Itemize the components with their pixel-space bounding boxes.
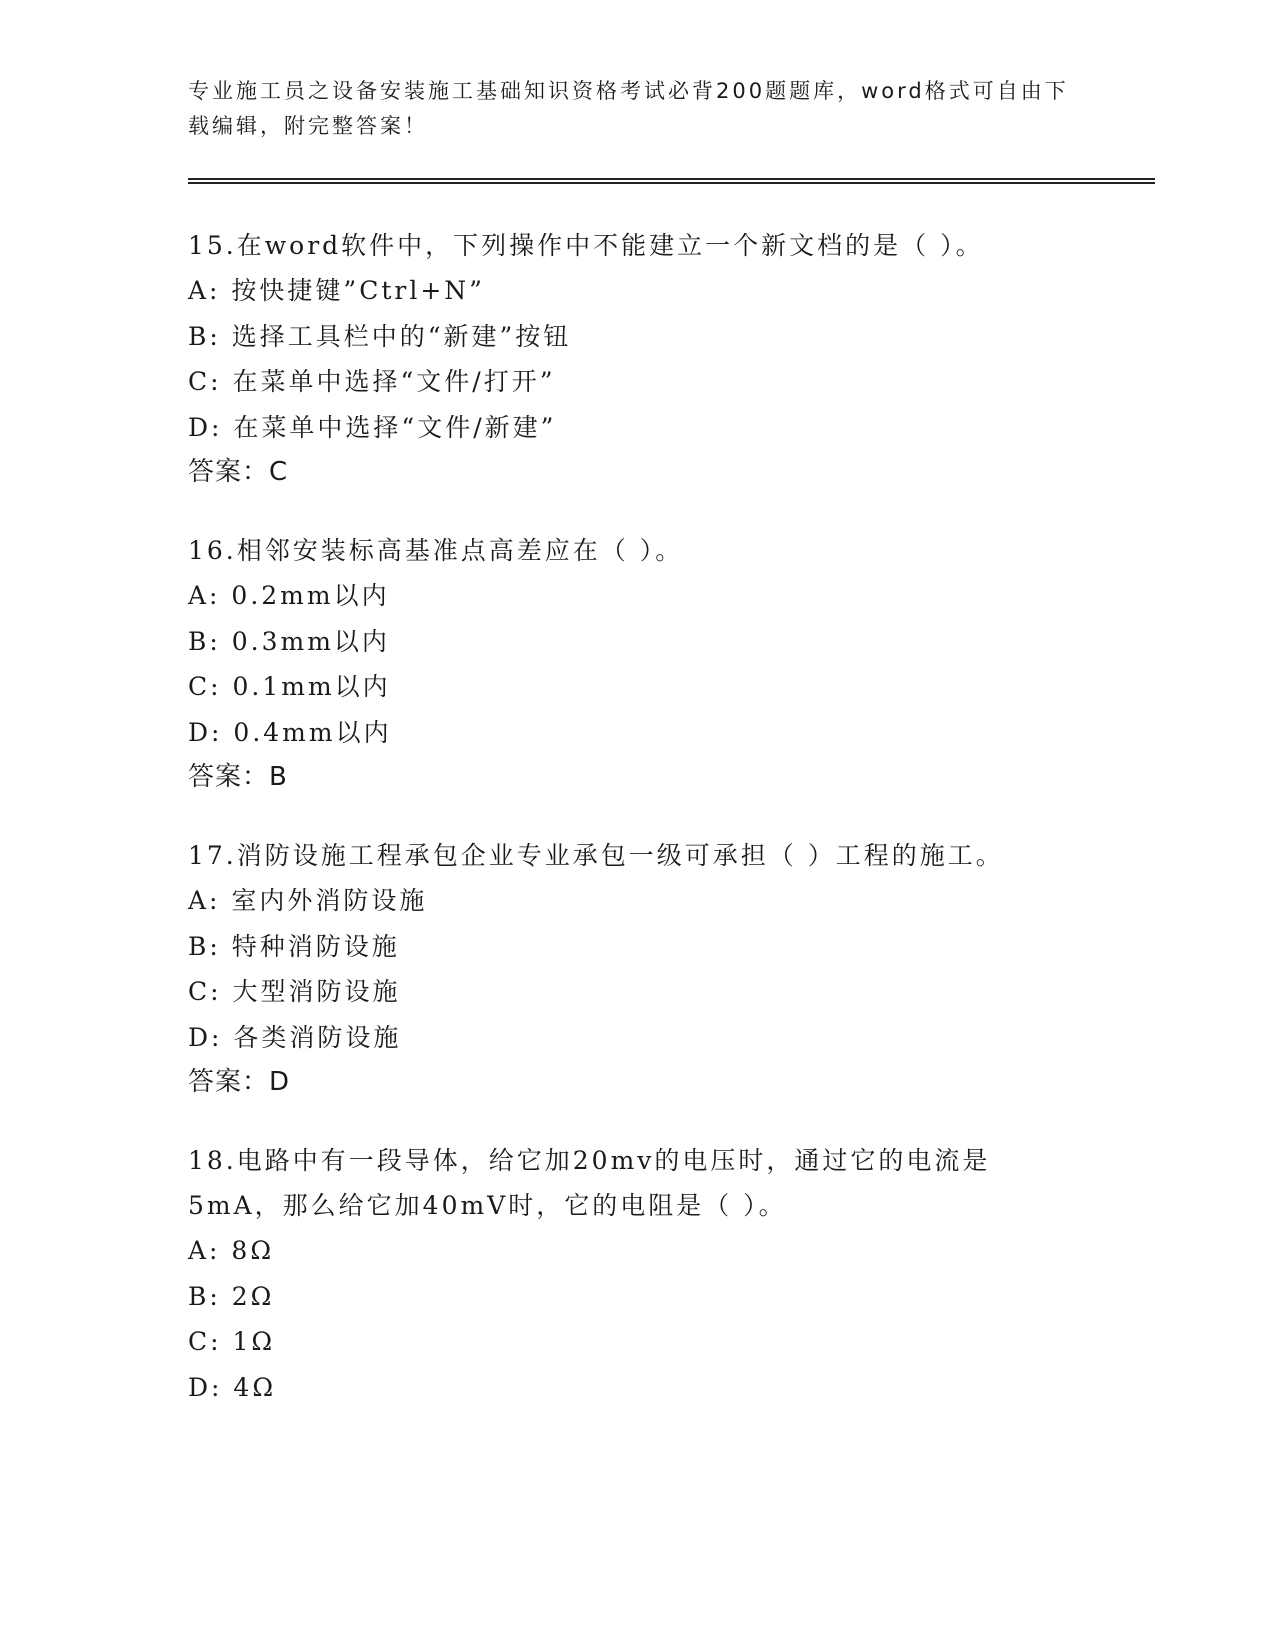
option-d: D: 各类消防设施 [188, 1022, 402, 1052]
question-16 [188, 528, 1108, 801]
option-a: A: 室内外消防设施 [188, 886, 428, 915]
question-stem: 16.相邻安装标高基准点高差应在（ ）。 [188, 536, 684, 565]
option-a: A: 8Ω [188, 1236, 275, 1265]
question-18 [188, 1138, 1068, 1410]
question-stem: 15.在word软件中，下列操作中不能建立一个新文档的是（ ）。 [188, 231, 984, 260]
option-b: B: 特种消防设施 [188, 931, 400, 961]
option-d: D: 在菜单中选择“文件/新建” [188, 412, 557, 442]
question-17 [188, 833, 1108, 1106]
question-15 [188, 223, 1108, 496]
question-stem: 17.消防设施工程承包企业专业承包一级可承担（ ）工程的施工。 [188, 841, 1004, 870]
option-b: B: 0.3mm以内 [188, 626, 390, 656]
option-c: C: 在菜单中选择“文件/打开” [188, 367, 556, 396]
answer: 答案：B [188, 762, 288, 792]
option-d: D: 4Ω [188, 1372, 277, 1402]
option-d: D: 0.4mm以内 [188, 717, 392, 747]
question-stem: 18.电路中有一段导体，给它加20mv的电压时，通过它的电流是5mA，那么给它加40mV时，它的电阻是（ ）。 [188, 1146, 991, 1220]
answer: 答案：C [188, 457, 289, 487]
document-header: 专业施工员之设备安装施工基础知识资格考试必背200题题库，word格式可自由下载编辑，附完整答案！ [188, 79, 1069, 138]
option-a: A: 0.2mm以内 [188, 581, 390, 610]
option-b: B: 2Ω [188, 1281, 275, 1311]
option-c: C: 1Ω [188, 1327, 276, 1356]
option-b: B: 选择工具栏中的“新建”按钮 [188, 321, 572, 351]
answer: 答案：D [188, 1067, 291, 1097]
option-c: C: 0.1mm以内 [188, 672, 391, 701]
option-a: A: 按快捷键”Ctrl+N” [188, 276, 485, 305]
option-c: C: 大型消防设施 [188, 977, 401, 1006]
header-divider [188, 178, 1155, 184]
